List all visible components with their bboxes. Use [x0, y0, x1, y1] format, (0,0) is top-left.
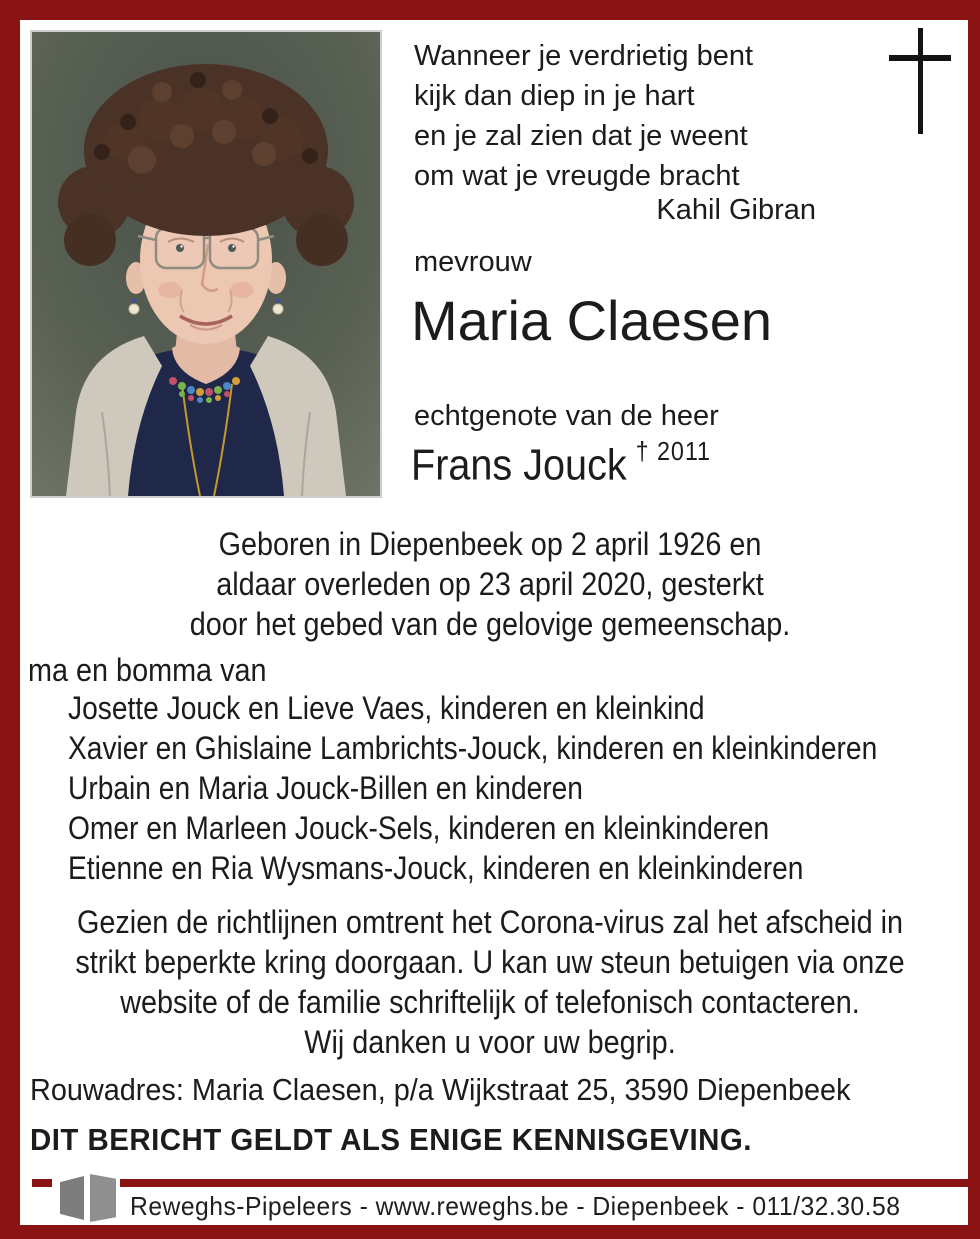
poem-line: en je zal zien dat je weent — [414, 120, 748, 152]
funeral-home-logo — [52, 1170, 120, 1225]
mourning-address: Rouwadres: Maria Claesen, p/a Wijkstraat 25, 3590 Diepenbeek — [30, 1072, 851, 1107]
spouse-line — [411, 436, 711, 491]
corona-notice-line: strikt beperkte kring doorgaan. U kan uw steun betuigen via onze — [75, 944, 905, 980]
poem-attribution: Kahil Gibran — [656, 194, 816, 226]
corona-notice-line: website of de familie schriftelijk of telefonisch contacteren. — [120, 984, 860, 1020]
announcement-line: aldaar overleden op 23 april 2020, gesterkt — [216, 566, 764, 602]
announcement-line: Geboren in Diepenbeek op 2 april 1926 en — [218, 526, 762, 562]
family-member: Josette Jouck en Lieve Vaes, kinderen en kleinkind — [68, 690, 705, 726]
birth-death-announcement — [67, 524, 913, 644]
memorial-cross-icon — [888, 28, 952, 136]
poem-line: Wanneer je verdrietig bent — [414, 40, 754, 72]
corona-notice-line: Wij danken u voor uw begrip. — [304, 1024, 676, 1060]
family-list — [68, 688, 877, 888]
salutation: mevrouw — [414, 246, 532, 278]
corona-notice-line: Gezien de richtlijnen omtrent het Corona-virus zal het afscheid in — [76, 904, 904, 940]
spouse-relation: echtgenote van de heer — [414, 400, 719, 432]
page-border-bottom — [0, 1225, 980, 1239]
funeral-home-contact: Reweghs-Pipeleers - www.reweghs.be - Diepenbeek - 011/32.30.58 — [130, 1191, 901, 1221]
poem-line: kijk dan diep in je hart — [414, 80, 695, 112]
corona-notice — [67, 902, 913, 1062]
spouse-death-year: † 2011 — [635, 436, 711, 466]
deceased-name: Maria Claesen — [411, 289, 773, 352]
poem — [414, 36, 753, 196]
logo-left-slab — [60, 1176, 84, 1220]
portrait-photo — [30, 30, 382, 498]
spouse-name: Frans Jouck — [411, 440, 627, 490]
family-member: Omer en Marleen Jouck-Sels, kinderen en kleinkinderen — [68, 810, 770, 846]
logo-right-slab — [90, 1174, 116, 1222]
family-intro: ma en bomma van — [28, 652, 267, 688]
family-member: Xavier en Ghislaine Lambrichts-Jouck, kinderen en kleinkinderen — [68, 730, 878, 766]
footer-divider — [32, 1179, 968, 1187]
sole-notification-notice: DIT BERICHT GELDT ALS ENIGE KENNISGEVING. — [30, 1122, 752, 1157]
portrait-illustration — [32, 32, 380, 496]
page-border-left — [0, 0, 20, 1239]
family-member: Urbain en Maria Jouck-Billen en kinderen — [68, 770, 583, 806]
announcement-line: door het gebed van de gelovige gemeenschap. — [189, 606, 791, 642]
poem-line: om wat je vreugde bracht — [414, 160, 740, 192]
page-border-top — [0, 0, 980, 20]
page-border-right — [968, 0, 980, 1239]
clothing — [66, 336, 346, 496]
family-member: Etienne en Ria Wysmans-Jouck, kinderen en kleinkinderen — [68, 850, 804, 886]
